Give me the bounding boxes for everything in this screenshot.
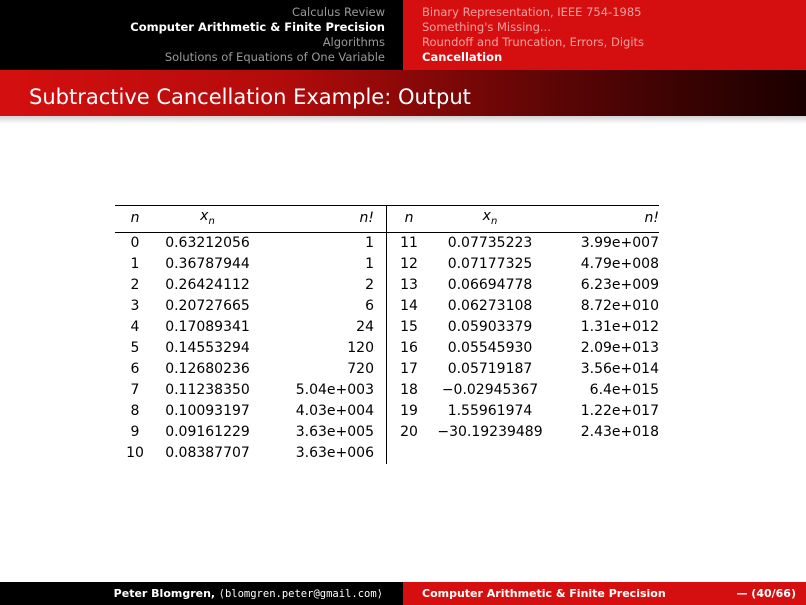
footer-author-info	[0, 582, 403, 605]
section-navigation	[0, 0, 403, 70]
nav-section-computer-arithmetic[interactable]: Computer Arithmetic & Finite Precision	[130, 20, 385, 34]
cell-n-left: 7	[130, 381, 140, 398]
cell-factorial-left: 1	[365, 255, 374, 272]
cell-n-right: 20	[387, 422, 432, 443]
cell-xn-right: 0.05545930	[447, 339, 533, 356]
cell-xn-left: 0.26424112	[165, 276, 250, 293]
footer	[0, 582, 806, 605]
nav-subsection-cancellation[interactable]: Cancellation	[422, 50, 503, 64]
header-navigation	[0, 0, 806, 70]
title-shadow	[0, 116, 806, 124]
nav-subsection-binary-representation[interactable]: Binary Representation, IEEE 754-1985	[422, 5, 642, 19]
cell-n-right: 19	[387, 401, 432, 422]
cell-factorial-right: 6.4e+015	[589, 381, 659, 398]
cell-xn-right: 0.07735223	[447, 234, 533, 251]
table-row	[115, 338, 659, 359]
cell-n-right: 17	[387, 359, 432, 380]
cell-xn-right: 0.07177325	[447, 255, 533, 272]
cell-xn-right: 0.06273108	[447, 297, 533, 314]
footer-page-number: — (40/66)	[736, 587, 796, 600]
table-row	[115, 401, 659, 422]
table-row	[115, 254, 659, 275]
cell-n-left: 9	[130, 423, 140, 440]
footer-email: ⟨blomgren.peter@gmail.com⟩	[218, 588, 383, 600]
cell-xn-right	[431, 443, 549, 464]
cell-xn-left: 0.09161229	[165, 423, 250, 440]
cell-n-right: 13	[387, 275, 432, 296]
table-row	[115, 359, 659, 380]
header-xn-left: $x_n$	[155, 206, 260, 233]
cell-xn-right: 0.05903379	[447, 318, 533, 335]
nav-section-solutions-of-equations[interactable]: Solutions of Equations of One Variable	[164, 50, 385, 64]
table-row	[115, 296, 659, 317]
cell-xn-right: 1.55961974	[447, 402, 533, 419]
table-row	[115, 275, 659, 296]
cell-factorial-right: 8.72e+010	[580, 297, 659, 314]
cell-factorial-right: 2.43e+018	[580, 423, 659, 440]
cell-n-right: 14	[387, 296, 432, 317]
cell-n-left: 1	[130, 255, 140, 272]
cell-factorial-right: 2.09e+013	[580, 339, 659, 356]
cell-factorial-right: 1.31e+012	[580, 318, 659, 335]
cell-factorial-right	[549, 443, 659, 464]
cell-factorial-left: 1	[365, 234, 374, 251]
table-header-row	[115, 206, 659, 233]
header-factorial-right: n!	[549, 206, 659, 233]
cell-xn-left: 0.20727665	[165, 297, 250, 314]
footer-course-info	[403, 582, 806, 605]
cell-factorial-left: 6	[365, 297, 374, 314]
cell-factorial-left: 3.63e+006	[295, 444, 374, 461]
footer-course-title: Computer Arithmetic & Finite Precision	[422, 587, 666, 600]
cell-xn-right: −30.19239489	[437, 423, 543, 440]
results-table	[115, 205, 659, 464]
table-row	[115, 443, 659, 464]
cell-xn-right: 0.05719187	[447, 360, 533, 377]
frame-title: Subtractive Cancellation Example: Output	[29, 85, 471, 109]
cell-factorial-left: 2	[365, 276, 374, 293]
cell-n-left: 6	[130, 360, 140, 377]
subsection-navigation	[403, 0, 806, 70]
cell-n-left: 8	[130, 402, 140, 419]
nav-subsection-somethings-missing[interactable]: Something's Missing...	[422, 20, 551, 34]
cell-n-left: 4	[130, 318, 140, 335]
frame-title-bar	[0, 70, 806, 116]
cell-n-left: 3	[130, 297, 140, 314]
header-n-right: n	[387, 206, 432, 233]
nav-section-algorithms[interactable]: Algorithms	[322, 35, 385, 49]
results-table-container	[115, 205, 659, 464]
table-row	[115, 232, 659, 254]
cell-factorial-right: 3.56e+014	[580, 360, 659, 377]
table-body	[115, 232, 659, 464]
table-row	[115, 380, 659, 401]
cell-xn-left: 0.36787944	[165, 255, 250, 272]
cell-xn-right: 0.06694778	[447, 276, 533, 293]
cell-factorial-left: 24	[356, 318, 374, 335]
table-row	[115, 422, 659, 443]
cell-n-right	[387, 443, 432, 464]
header-n-left: n	[115, 206, 155, 233]
footer-author: Peter Blomgren,	[113, 587, 216, 600]
cell-factorial-right: 4.79e+008	[580, 255, 659, 272]
cell-n-left: 2	[130, 276, 140, 293]
cell-factorial-left: 720	[347, 360, 374, 377]
header-xn-right: $x_n$	[431, 206, 549, 233]
nav-section-calculus-review[interactable]: Calculus Review	[291, 5, 385, 19]
cell-xn-left: 0.12680236	[165, 360, 250, 377]
cell-factorial-left: 4.03e+004	[295, 402, 374, 419]
cell-xn-left: 0.14553294	[165, 339, 250, 356]
cell-factorial-left: 5.04e+003	[295, 381, 374, 398]
cell-n-right: 16	[387, 338, 432, 359]
cell-factorial-right: 6.23e+009	[580, 276, 659, 293]
cell-n-left: 10	[126, 444, 144, 461]
cell-n-left: 0	[130, 234, 140, 251]
cell-xn-left: 0.11238350	[165, 381, 250, 398]
cell-n-right: 12	[387, 254, 432, 275]
header-factorial-left: n!	[260, 206, 387, 233]
cell-xn-left: 0.63212056	[165, 234, 250, 251]
cell-factorial-right: 1.22e+017	[580, 402, 659, 419]
cell-factorial-right: 3.99e+007	[580, 234, 659, 251]
cell-xn-left: 0.08387707	[165, 444, 250, 461]
cell-n-right: 15	[387, 317, 432, 338]
cell-n-left: 5	[130, 339, 140, 356]
cell-xn-right: −0.02945367	[441, 381, 539, 398]
cell-xn-left: 0.17089341	[165, 318, 250, 335]
cell-xn-left: 0.10093197	[165, 402, 250, 419]
table-row	[115, 317, 659, 338]
cell-n-right: 11	[387, 232, 432, 254]
cell-n-right: 18	[387, 380, 432, 401]
cell-factorial-left: 120	[347, 339, 374, 356]
nav-subsection-roundoff-truncation[interactable]: Roundoff and Truncation, Errors, Digits	[422, 35, 645, 49]
cell-factorial-left: 3.63e+005	[295, 423, 374, 440]
